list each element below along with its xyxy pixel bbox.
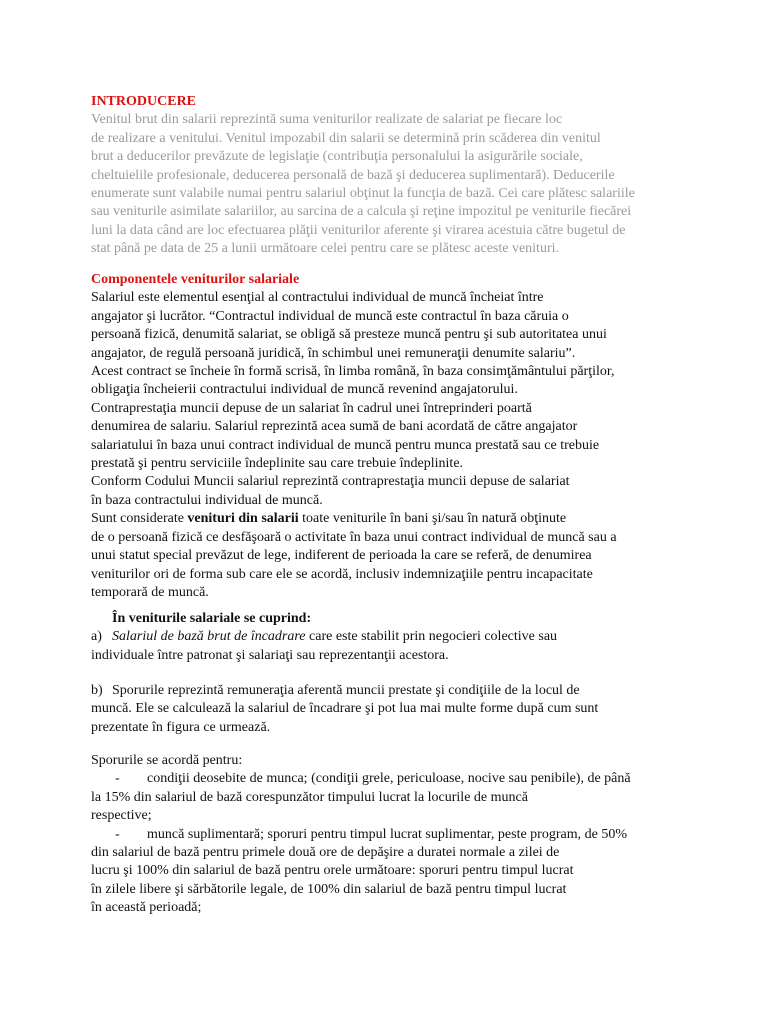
intro-line: de realizare a venitului. Venitul impozabil din salarii se determină prin scăderea din venitul — [91, 130, 601, 146]
intro-line: Venitul brut din salarii reprezintă suma veniturilor realizate de salariat pe fiecare loc — [91, 112, 563, 128]
sporuri-item-2-line: în această perioadă; — [91, 900, 202, 916]
dash-bullet: - — [115, 826, 120, 842]
item-b-section — [91, 682, 691, 737]
sporuri-section — [91, 752, 691, 918]
components-line: salariatului în baza unui contract individual de muncă pentru munca prestată sau ce trebuie — [91, 437, 600, 453]
components-line: prestată şi pentru serviciile îndeplinite sau care trebuie îndeplinite. — [91, 456, 464, 472]
components-line: persoană fizică, denumită salariat, se obligă să presteze muncă pentru şi sub autoritatea unui — [91, 327, 607, 343]
components-line: Salariul este elementul esenţial al contractului individual de muncă încheiat între — [91, 290, 544, 306]
components-heading: Componentele veniturilor salariale — [91, 272, 300, 287]
intro-line: brut a deducerilor prevăzute de legislaţie (contribuţia personalului la asigurările sociale, — [91, 149, 583, 165]
intro-line: luni la data când are loc efectuarea plăţii veniturilor aferente şi virarea acestuia către bugetul de — [91, 222, 626, 238]
sporuri-item-2-line: lucru şi 100% din salariul de bază pentru orele următoare: sporuri pentru timpul lucrat — [91, 863, 574, 879]
item-a-line2: individuale între patronat şi salariaţi sau reprezentanţii acestora. — [91, 647, 449, 663]
item-a-label: a) — [91, 629, 102, 645]
venituri-definition-line — [91, 510, 691, 528]
intro-line: cheltuielile profesionale, deducerea personală de bază şi deducerea suplimentară). Deducerile — [91, 167, 615, 183]
intro-heading: INTRODUCERE — [91, 94, 197, 109]
sporuri-item-2-line: din salariul de bază pentru primele două ore de depăşire a duratei normale a zilei de — [91, 845, 560, 861]
sporuri-item-1 — [91, 770, 691, 788]
intro-section — [91, 93, 691, 259]
components-line: Contraprestaţia muncii depuse de un salariat în cadrul unei întreprinderi poartă — [91, 400, 532, 416]
includes-section — [91, 610, 691, 665]
includes-heading: În veniturile salariale se cuprind: — [112, 611, 312, 626]
sporuri-item-1-text: condiţii deosebite de munca; (condiţii grele, periculoase, nocive sau penibile), de până — [147, 771, 631, 787]
intro-line: sau veniturile asimilate salariilor, au sarcina de a calcula şi reţine impozitul pe veniturile fiecărei — [91, 204, 632, 220]
components-line: Conform Codului Muncii salariul reprezintă contraprestaţia muncii depuse de salariat — [91, 474, 570, 490]
components-line: temporară de muncă. — [91, 584, 209, 600]
sporuri-item-1-line: respective; — [91, 808, 152, 824]
item-b-line — [91, 682, 691, 700]
item-b-text: Sporurile reprezintă remuneraţia aferentă muncii prestate şi condiţiile de la locul de — [112, 683, 580, 698]
item-a-italic: Salariul de bază brut de încadrare — [112, 629, 306, 645]
components-line: unui statut special prevăzut de lege, indiferent de perioada la care se referă, de denumirea — [91, 548, 592, 564]
components-line: obligaţia încheierii contractului individual de muncă revenind angajatorului. — [91, 382, 518, 398]
item-b-label: b) — [91, 683, 103, 698]
sporuri-item-2-text: muncă suplimentară; sporuri pentru timpul lucrat suplimentar, peste program, de 50% — [147, 826, 627, 842]
intro-line: enumerate sunt valabile numai pentru salariul obţinut la funcţia de bază. Cei care plătesc salariile — [91, 186, 635, 202]
venituri-rest: toate veniturile în bani şi/sau în natură obţinute — [298, 511, 567, 527]
sporuri-item-2 — [91, 826, 691, 844]
item-a-line — [91, 628, 691, 646]
intro-paragraph — [91, 111, 691, 258]
item-a-rest: care este stabilit prin negocieri colective sau — [305, 629, 558, 645]
sporuri-item-2-line: în zilele libere şi sărbătorile legale, de 100% din salariul de bază pentru timpul lucrat — [91, 881, 567, 897]
components-line: în baza contractului individual de muncă. — [91, 492, 323, 508]
item-b-line2: muncă. Ele se calculează la salariul de încadrare şi pot lua mai multe forme după cum sunt — [91, 701, 599, 717]
venituri-prefix: Sunt considerate — [91, 511, 188, 527]
components-line: veniturilor ori de forma sub care ele se acordă, inclusiv indemnizaţiile pentru incapacitate — [91, 566, 593, 582]
item-b-line3: prezentate în figura ce urmează. — [91, 719, 271, 735]
sporuri-intro: Sporurile se acordă pentru: — [91, 753, 243, 768]
components-line: denumirea de salariu. Salariul reprezintă acea sumă de bani acordată de către angajator — [91, 419, 578, 435]
intro-line: stat până pe data de 25 a lunii următoare celei pentru care se plătesc aceste venituri. — [91, 241, 560, 257]
components-line: Acest contract se încheie în formă scrisă, în limba română, în baza consimţământului părţilor, — [91, 364, 615, 380]
dash-bullet: - — [115, 771, 120, 787]
components-section — [91, 271, 691, 602]
components-line: de o persoană fizică ce desfăşoară o activitate în baza unui contract individual de muncă sau a — [91, 529, 617, 545]
sporuri-item-1-line: la 15% din salariul de bază corespunzător timpului lucrat la locurile de muncă — [91, 789, 528, 805]
venituri-bold-term: venituri din salarii — [187, 511, 299, 527]
components-line: angajator şi lucrător. “Contractul individual de muncă este contractul în baza căruia o — [91, 308, 569, 324]
components-line: angajator, de regulă persoană juridică, în schimbul unei remuneraţii denumite salariu”. — [91, 345, 576, 361]
